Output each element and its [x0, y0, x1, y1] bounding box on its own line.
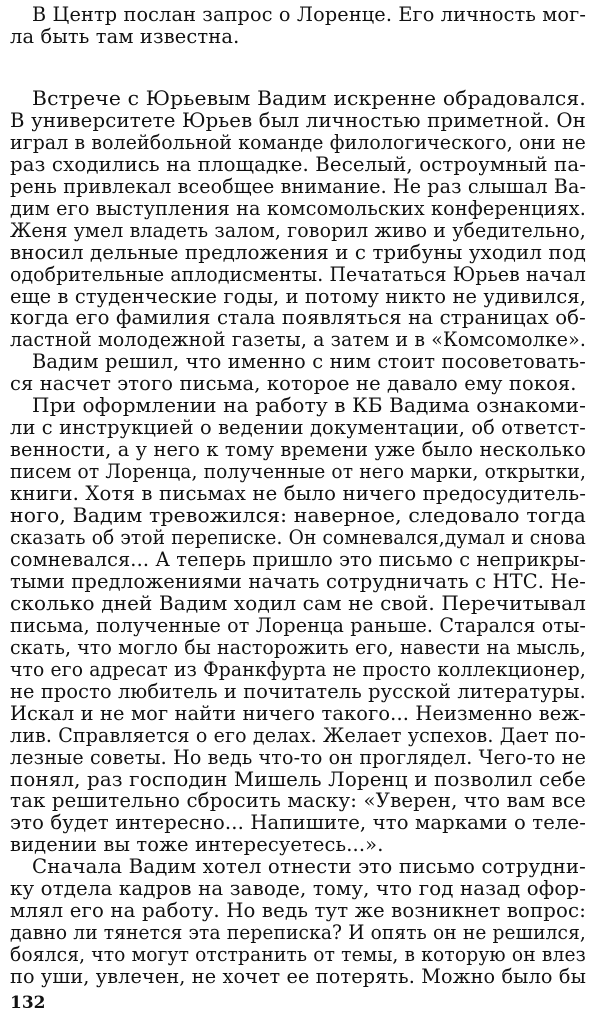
- text-line: Вадим решил, что именно с ним стоит посоветовать-: [32, 350, 587, 374]
- text-line: когда его фамилия стала появляться на страницах об-: [10, 306, 586, 330]
- text-line: видении вы тоже интересуетесь...».: [10, 833, 384, 857]
- text-line: это будет интересно... Напишите, что марками о теле-: [10, 811, 587, 835]
- text-line: так решительно сбросить маску: «Уверен, что вам все: [10, 789, 586, 813]
- text-line: письма, полученные от Лоренца раньше. Старался оты-: [10, 613, 587, 637]
- text-line: ку отдела кадров на заводе, тому, что год назад офор-: [10, 877, 587, 901]
- page-number: 132: [10, 993, 46, 1013]
- text-line: играл в волейбольной команде филологического, они не: [10, 130, 586, 154]
- text-line: боялся, что могут отстранить от темы, в которую он влез: [10, 943, 586, 967]
- text-line: не просто любитель и почитатель русской литературы.: [10, 679, 586, 703]
- text-line: скать, что могло бы насторожить его, навести на мысль,: [10, 635, 586, 659]
- text-line: ся насчет этого письма, которое не давало ему покоя.: [10, 372, 577, 396]
- text-line: вносил дельные предложения и с трибуны уходил под: [10, 240, 586, 264]
- text-line: рень привлекал всеобщее внимание. Не раз слышал Ва-: [10, 174, 587, 198]
- text-line: В Центр послан запрос о Лоренце. Его личность мог-: [32, 3, 586, 26]
- text-line: книги. Хотя в письмах не было ничего предосудитель-: [10, 482, 586, 506]
- text-line: писем от Лоренца, полученные от него марки, открытки,: [10, 460, 587, 484]
- text-line: ла быть там известна.: [10, 25, 240, 48]
- text-line: лив. Справляется о его делах. Желает успехов. Дает по-: [10, 723, 586, 747]
- text-line: Женя умел владеть залом, говорил живо и убедительно,: [10, 218, 586, 242]
- text-line: венности, а у него к тому времени уже было несколько: [10, 438, 587, 462]
- text-line: Искал и не мог найти ничего такого... Неизменно веж-: [10, 701, 586, 725]
- text-line: При оформлении на работу в КБ Вадима ознакоми-: [32, 394, 587, 418]
- text-line: лезные советы. Но ведь что-то он проглядел. Чего-то не: [10, 745, 586, 769]
- text-line: одобрительные аплодисменты. Печататься Юрьев начал: [10, 262, 586, 286]
- text-line: млял его на работу. Но ведь тут же возникнет вопрос:: [10, 899, 587, 923]
- text-line: сказать об этой переписке. Он сомневался,думал и снова: [10, 526, 586, 549]
- text-line: дим его выступления на комсомольских конференциях.: [10, 196, 587, 220]
- text-line: тыми предложениями начать сотрудничать с НТС. Не-: [10, 569, 586, 593]
- text-line: ли с инструкцией о ведении документации, об ответст-: [10, 416, 587, 440]
- text-line: понял, раз господин Мишель Лоренц и позволил себе: [10, 767, 587, 791]
- text-line: ластной молодежной газеты, а затем и в «Комсомолке».: [10, 328, 586, 352]
- text-line: Сначала Вадим хотел отнести это письмо сотрудни-: [32, 855, 586, 879]
- text-line: еще в студенческие годы, и потому никто не удивился,: [10, 284, 587, 308]
- text-line: ного, Вадим тревожился: наверное, следовало тогда: [10, 504, 586, 527]
- text-line: что его адресат из Франкфурта не просто коллекционер,: [10, 657, 586, 681]
- text-line: раз сходились на площадке. Веселый, остроумный па-: [10, 152, 586, 176]
- text-line: давно ли тянется эта переписка? И опять он не решился,: [10, 921, 586, 945]
- text-line: Встрече с Юрьевым Вадим искренне обрадовался.: [32, 86, 586, 110]
- text-line: сомневался... А теперь пришло это письмо с неприкры-: [10, 547, 586, 571]
- text-line: В университете Юрьев был личностью приметной. Он: [10, 108, 586, 132]
- text-line: по уши, увлечен, не хочет ее потерять. Можно было бы: [10, 965, 587, 988]
- text-line: сколько дней Вадим ходил сам не свой. Перечитывал: [10, 591, 587, 615]
